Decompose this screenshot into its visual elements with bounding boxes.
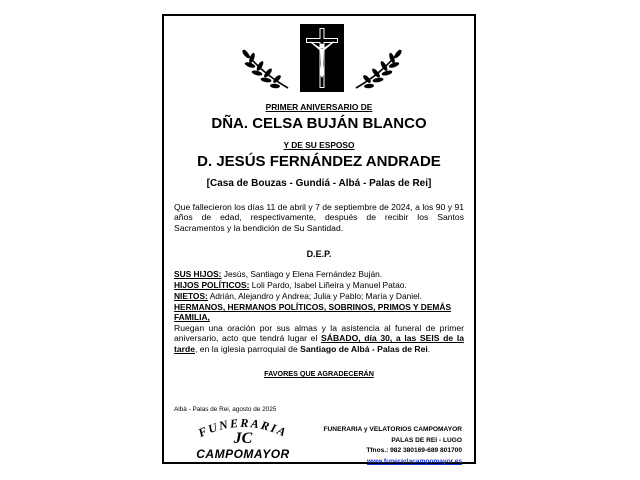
children-in-law-label: HIJOS POLÍTICOS: — [174, 280, 250, 290]
deceased-name-2: D. JESÚS FERNÁNDEZ ANDRADE — [197, 153, 441, 170]
grandchildren-label: NIETOS: — [174, 291, 208, 301]
funeral-home-city: PALAS DE REI - LUGO — [391, 437, 462, 444]
request-text-2: , en la iglesia parroquial de — [195, 343, 301, 354]
logo-arc-text: FUNERARIA — [196, 415, 290, 441]
deceased-name-1: DÑA. CELSA BUJÁN BLANCO — [211, 115, 427, 132]
request-text-3: . — [427, 343, 431, 354]
dep-text: D.E.P. — [306, 249, 332, 259]
children-names: Jesús, Santiago y Elena Fernández Buján. — [221, 269, 383, 279]
grandchildren-names: Adrián, Alejandro y Andrea; Julia y Pablo; María y Daniel. — [207, 291, 422, 301]
notice-heading: PRIMER ANIVERSARIO DE — [265, 102, 373, 112]
logo-name: CAMPOMAYOR — [196, 447, 290, 461]
thanks-text: FAVORES QUE AGRADECERÁN — [264, 369, 374, 378]
funeral-home-phone: Tfnos.: 982 380169-689 801700 — [366, 447, 462, 454]
place-date: Albá - Palas de Rei, agosto de 2025 — [174, 406, 277, 413]
obituary-card — [162, 14, 476, 464]
other-relatives-line-1: HERMANOS, HERMANOS POLÍTICOS, SOBRINOS, PRIMOS Y DEMÁS — [174, 302, 452, 312]
olive-branch-icon — [354, 46, 406, 92]
funeral-home-logo — [178, 414, 308, 462]
children-in-law-line — [174, 280, 466, 290]
funeral-date-time: SÁBADO, día 30, a las SEIS de la tarde — [174, 333, 464, 354]
crucifix-icon — [300, 24, 344, 92]
children-label: SUS HIJOS: — [174, 269, 222, 279]
request-text-1: Ruegan una oración por sus almas y la asistencia al funeral de primer aniversario, acto que tendrá lugar el — [174, 323, 464, 344]
grandchildren-line — [174, 291, 466, 301]
funeral-request — [174, 323, 464, 354]
intro-paragraph: Que fallecieron los días 11 de abril y 7 de septiembre de 2024, a los 90 y 91 años de edad, respectivamente, después de recibir los Santos Sacramentos y la bendición de Su Santidad. — [174, 202, 464, 233]
funeral-home-name: FUNERARIA y VELATORIOS CAMPOMAYOR — [323, 426, 462, 433]
children-line — [174, 269, 466, 279]
children-in-law-names: Loli Pardo, Isabel Liñeira y Manuel Patao. — [249, 280, 407, 290]
olive-branch-icon — [238, 46, 290, 92]
other-relatives-line-2: FAMILIA, — [174, 312, 210, 322]
connector-text: Y DE SU ESPOSO — [283, 140, 355, 150]
logo-initials: JC — [233, 430, 253, 447]
church-name: Santiago de Albá - Palas de Rei — [300, 343, 428, 354]
funeral-home-website-link[interactable]: www.funerariacampomayor.es — [366, 458, 462, 465]
location-line: [Casa de Bouzas - Gundiá - Albá - Palas de Rei] — [206, 178, 432, 189]
